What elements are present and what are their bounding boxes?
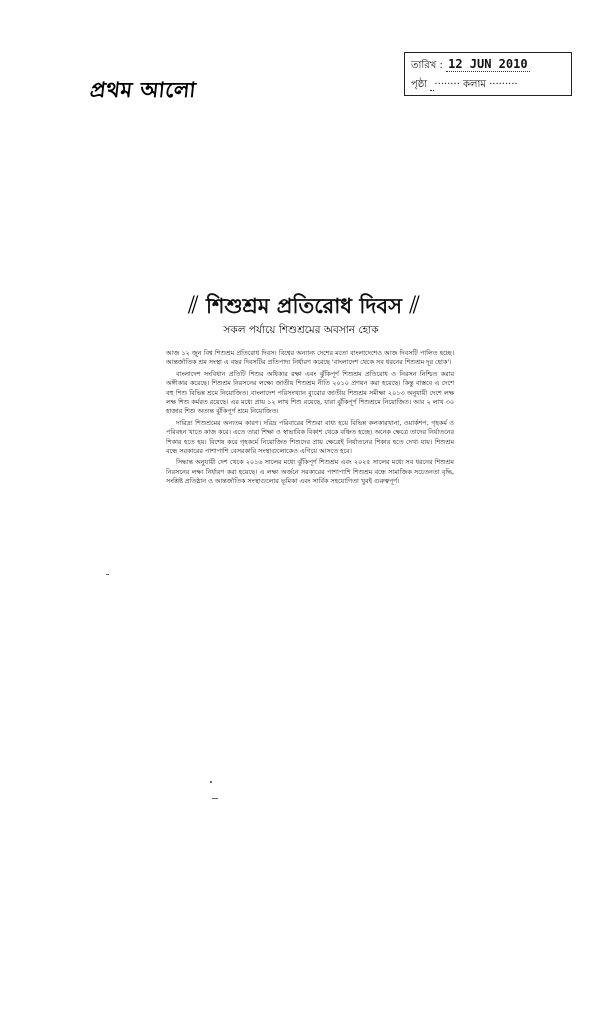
scan-speck — [106, 574, 109, 575]
masthead-logo: প্রথম আলো — [88, 77, 198, 102]
headline-text: শিশুশ্রম প্রতিরোধ দিবস — [206, 293, 402, 318]
headline-left-mark: ⫽ — [188, 291, 199, 319]
stamp-date-value: 12 JUN 2010 — [448, 57, 528, 71]
article-paragraph: আজ ১২ জুন বিশ্ব শিশুশ্রম প্রতিরোধ দিবস। বিশ্বের অন্যান্য দেশের মতো বাংলাদেশেও আজ দিবসটি পালিত হচ্ছে। আন্তর্জাতিক শ্রম সংস্থা এ বছর দিবসটির প্রতিপাদ্য নির্ধারণ করেছে 'বাংলাদেশ থেকে সব ধরনের শিশুশ্রম দূর হোক'। — [166, 349, 454, 367]
stamp-date-row: তারিখ : 12 JUN 2010 — [411, 57, 528, 71]
scan-speck — [210, 781, 212, 783]
clipping-stamp — [404, 52, 572, 96]
article-paragraph: বাংলাদেশ সংবিধান প্রতিটি শিশুর অধিকার রক্ষা এবং ঝুঁকিপূর্ণ শিশুশ্রম প্রতিরোধ ও নিরসন নিশ্চিত করার অঙ্গীকার করেছে। শিশুশ্রম নিরসনের লক্ষ্যে জাতীয় শিশুশ্রম নীতি ২০১০ প্রণয়ন করা হয়েছে। কিন্তু বাস্তবে এ দেশে বহু শিশু বিভিন্ন শ্রমে নিয়োজিত। বাংলাদেশ পরিসংখ্যান ব্যুরোর জাতীয় শিশুশ্রম সমীক্ষা ২০১৩ অনুযায়ী দেশে লক্ষ লক্ষ শিশু কর্মরত রয়েছে। এর মধ্যে প্রায় ১২ লাখ শিশু রয়েছে, যারা ঝুঁকিপূর্ণ শিশুশ্রমে নিয়োজিত। আর ২ লাখ ৩০ হাজার শিশু অত্যন্ত ঝুঁকিপূর্ণ শ্রমে নিয়োজিত। — [166, 369, 454, 416]
headline-right-mark: ⫽ — [409, 291, 421, 319]
stamp-page-row: পৃষ্ঠা ········ কলাম ········· — [411, 79, 518, 90]
article-body — [166, 349, 454, 489]
scan-speck — [212, 798, 218, 799]
article-subheadline: সকল পর্যায়ে শিশুশ্রমের অবসান হোক — [223, 324, 379, 336]
article-paragraph: সিদ্ধান্ত অনুযায়ী দেশ থেকে ২০১৬ সালের মধ্যে ঝুঁকিপূর্ণ শিশুশ্রম এবং ২০২৫ সালের মধ্যে সব ধরনের শিশুশ্রম নিরসনের লক্ষ্য নির্ধারণ করা হয়েছে। এ লক্ষ্য অর্জনে সরকারের পাশাপাশি শিশুশ্রম বন্ধে সামাজিক সচেতনতা বৃদ্ধি, সংশ্লিষ্ট প্রতিষ্ঠান ও আন্তর্জাতিক সংস্থাগুলোর ভূমিকা এবং সার্বিক সহযোগিতা খুবই গুরুত্বপূর্ণ। — [166, 458, 454, 486]
stamp-page-label: পৃষ্ঠা — [411, 79, 428, 90]
article-headline — [188, 290, 420, 325]
stamp-column-label: কলাম — [463, 79, 486, 90]
article-paragraph: দারিদ্র্য শিশুশ্রমের অন্যতম কারণ। দরিদ্র পরিবারের শিশুরা বাধ্য হয়ে বিভিন্ন কলকারখানা, ওয়ার্কশপ, গৃহকর্ম ও পরিবহন খাতে কাজ করে। এতে তারা শিক্ষা ও স্বাভাবিক বিকাশ থেকে বঞ্চিত হচ্ছে। অনেক ক্ষেত্রে তাদের নির্যাতনের শিকার হতে হয়। বিশেষ করে গৃহকর্মে নিয়োজিত শিশুদের প্রায় ক্ষেত্রেই নির্যাতনের শিকার হতে দেখা যায়। শিশুশ্রম বন্ধে সরকারের পাশাপাশি বেসরকারি সংস্থাগুলোকেও এগিয়ে আসতে হবে। — [166, 418, 454, 456]
stamp-date-label: তারিখ — [411, 60, 437, 71]
